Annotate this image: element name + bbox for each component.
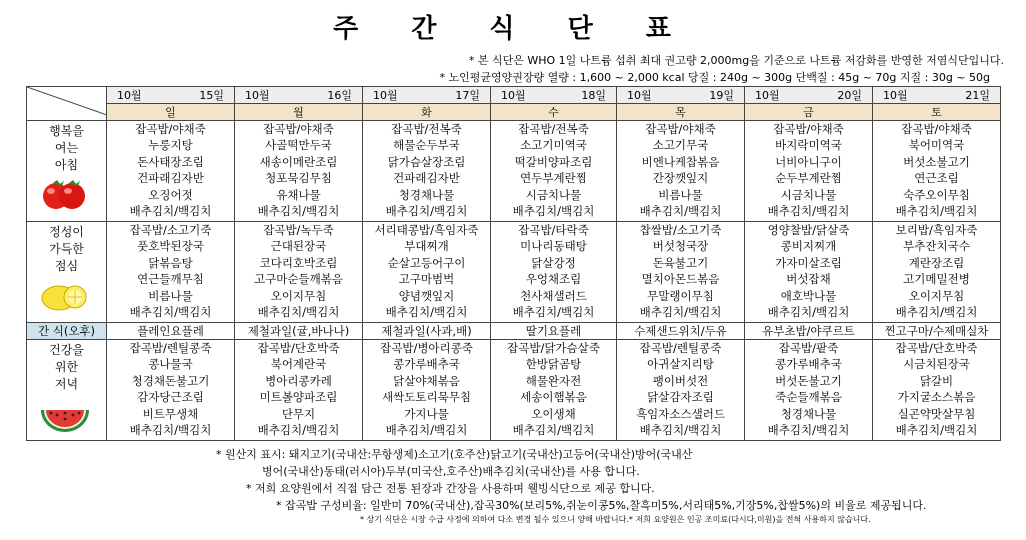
weekday-cell: 수 (491, 104, 617, 121)
dinner-menu-cell: 잡곡밥/단호박죽 북어계란국 병아리콩카레 미트볼양파조림 단무지 배추김치/백김치 (235, 340, 363, 441)
breakfast-menu-cell: 잡곡밥/야채죽 소고기무국 비엔나케찹볶음 간장깻잎지 비름나물 배추김치/백김치 (617, 121, 745, 222)
date-cell: 10월 17일 (363, 87, 491, 104)
lunch-menu-cell: 잡곡밥/소고기죽 풋호박된장국 닭볶음탕 연근들깨무침 비름나물 배추김치/백김치 (107, 222, 235, 323)
lunch-menu-cell: 영양찰밥/닭살죽 콩비지찌개 가자미살조림 버섯잡채 애호박나물 배추김치/백김치 (745, 222, 873, 323)
lunch-menu-cell: 보리밥/흑임자죽 부추잔치국수 계란장조림 고기메밀전병 오이지무침 배추김치/백김치 (873, 222, 1001, 323)
weekday-cell: 일 (107, 104, 235, 121)
origin-note-continued: 병어(국내산)동태(러시아)두부(미국산,호주산)배추김치(국내산)를 사용 합니다. (262, 465, 640, 478)
snack-menu-cell: 수제샌드위치/두유 (617, 323, 745, 340)
lunch-menu-cell: 서리태콩밥/흑임자죽 부대찌개 순살고등어구이 고구마범벅 양념깻잎지 배추김치/백김치 (363, 222, 491, 323)
breakfast-menu-cell: 잡곡밥/야채죽 북어미역국 버섯소불고기 연근조림 숙주오이무침 배추김치/백김치 (873, 121, 1001, 222)
page-title: 주 간 식 단 표 (333, 14, 693, 44)
snack-menu-cell: 제철과일(귤,바나나) (235, 323, 363, 340)
sauce-note: * 저희 요양원에서 직접 담근 전통 된장과 간장을 사용하며 웰빙식단으로 제공 합니다. (246, 482, 655, 495)
date-header-row (27, 87, 1001, 104)
snack-label: 간 식(오후) (27, 323, 107, 340)
snack-menu-cell: 유부초밥/야쿠르트 (745, 323, 873, 340)
weekday-cell: 목 (617, 104, 745, 121)
breakfast-menu-cell: 잡곡밥/전복죽 소고기미역국 떡갈비양파조림 연두부계란찜 시금치나물 배추김치/백김치 (491, 121, 617, 222)
dinner-menu-cell: 잡곡밥/단호박죽 시금치된장국 닭갈비 가지굴소스볶음 실곤약맛살무침 배추김치/백김치 (873, 340, 1001, 441)
breakfast-label: 행복을 여는 아침 (27, 121, 107, 222)
dinner-menu-cell: 잡곡밥/팥죽 콩가루배추국 버섯돈불고기 죽순들깨볶음 청경채나물 배추김치/백김치 (745, 340, 873, 441)
weekday-cell: 금 (745, 104, 873, 121)
dinner-menu-cell: 잡곡밥/닭가슴살죽 한방닭곰탕 해물완자전 세송이햄볶음 오이생채 배추김치/백김치 (491, 340, 617, 441)
weekday-cell: 월 (235, 104, 363, 121)
dinner-menu-cell: 잡곡밥/렌틸콩죽 아귀살지리탕 팽이버섯전 닭살감자조림 흑임자소스샐러드 배추김치/백김치 (617, 340, 745, 441)
nutrition-note: * 노인평균영양권장량 열량 : 1,600 ~ 2,000 kcal 당질 : 240g ~ 300g 단백질 : 45g ~ 70g 지질 : 30g ~ 50g (439, 71, 990, 84)
lunch-menu-cell: 잡곡밥/타락죽 미나리동태탕 닭살강정 우엉채조림 천사채샐러드 배추김치/백김치 (491, 222, 617, 323)
breakfast-row (27, 121, 1001, 222)
watermelon-icon (39, 402, 91, 434)
date-cell: 10월 20일 (745, 87, 873, 104)
breakfast-menu-cell: 잡곡밥/야채죽 바지락미역국 너비아니구이 순두부계란찜 시금치나물 배추김치/백김치 (745, 121, 873, 222)
date-cell: 10월 21일 (873, 87, 1001, 104)
date-cell: 10월 16일 (235, 87, 363, 104)
breakfast-menu-cell: 잡곡밥/전복죽 해물순두부국 닭가슴살장조림 건파래김자반 청경채나물 배추김치/백김치 (363, 121, 491, 222)
grain-ratio-note: * 잡곡밥 구성비율: 일반미 70%(국내산),잡곡30%(보리5%,쥐눈이콩5%,찰흑미5%,서리태5%,기장5%,찹쌀5%)의 비율로 제공됩니다. (276, 499, 927, 512)
weekday-cell: 화 (363, 104, 491, 121)
corner-cell (27, 87, 107, 121)
tomato-icon (41, 177, 87, 211)
weekday-cell: 토 (873, 104, 1001, 121)
dinner-row (27, 340, 1001, 441)
origin-note: * 원산지 표시: 돼지고기(국내산:무항생제)소고기(호주산)닭고기(국내산)고등어(국내산)방어(국내산 (216, 448, 693, 461)
date-cell: 10월 19일 (617, 87, 745, 104)
snack-menu-cell: 딸기요플레 (491, 323, 617, 340)
breakfast-menu-cell: 잡곡밥/야채죽 누룽지탕 돈사태장조림 건파래김자반 오징어젓 배추김치/백김치 (107, 121, 235, 222)
snack-menu-cell: 제철과일(사과,배) (363, 323, 491, 340)
low-sodium-note: * 본 식단은 WHO 1일 나트륨 섭취 최대 권고량 2,000mg을 기준으로 나트륨 저감화를 반영한 저염식단입니다. (468, 54, 1004, 67)
disclaimer-note: * 상기 식단은 시장 수급 사정에 의하여 다소 변경 될수 있으니 양해 바랍니다.* 저희 요양원은 인공 조미료(다시다,미원)을 전혀 사용하지 않습니다. (360, 515, 871, 524)
snack-row (27, 323, 1001, 340)
date-cell: 10월 15일 (107, 87, 235, 104)
weekday-header-row (27, 104, 1001, 121)
dinner-menu-cell: 잡곡밥/렌틸콩죽 콩나물국 청경채돈불고기 감자당근조림 비트무생채 배추김치/백김치 (107, 340, 235, 441)
corner-diagonal (27, 87, 107, 115)
date-cell: 10월 18일 (491, 87, 617, 104)
weekly-menu-table (26, 86, 1001, 441)
snack-menu-cell: 찐고구마/수제매실차 (873, 323, 1001, 340)
lunch-row (27, 222, 1001, 323)
snack-menu-cell: 플레인요플레 (107, 323, 235, 340)
lunch-label: 정성이 가득한 점심 (27, 222, 107, 323)
lemon-icon (39, 278, 89, 312)
dinner-menu-cell: 잡곡밥/병아리콩죽 콩가루배추국 닭살야채볶음 새싹도토리묵무침 가지나물 배추김치/백김치 (363, 340, 491, 441)
lunch-menu-cell: 잡곡밥/녹두죽 근대된장국 코다리호박조림 고구마순들깨볶음 오이지무침 배추김치/백김치 (235, 222, 363, 323)
dinner-label: 건강을 위한 저녁 (27, 340, 107, 441)
lunch-menu-cell: 찹쌀밥/소고기죽 버섯청국장 돈육불고기 멸치아몬드볶음 무말랭이무침 배추김치/백김치 (617, 222, 745, 323)
breakfast-menu-cell: 잡곡밥/야채죽 사골떡만두국 새송이메란조림 청포묵김무침 유채나물 배추김치/백김치 (235, 121, 363, 222)
